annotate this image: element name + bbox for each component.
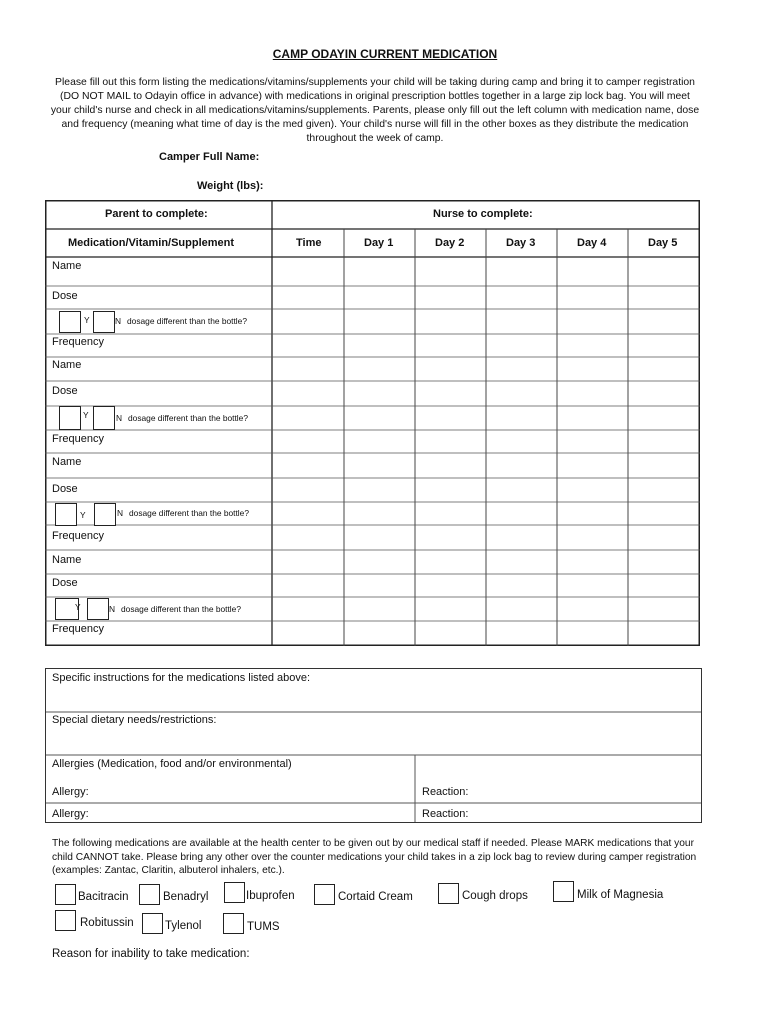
- col-day5: Day 5: [648, 237, 678, 249]
- ibuprofen-checkbox[interactable]: [224, 882, 245, 903]
- frequency-label: Frequency: [52, 433, 104, 445]
- benadryl-checkbox[interactable]: [139, 884, 160, 905]
- reaction-label-2: Reaction:: [422, 808, 469, 820]
- form-title: CAMP ODAYIN CURRENT MEDICATION: [272, 47, 498, 61]
- no-label: N: [116, 413, 123, 423]
- yes-label: Y: [84, 315, 90, 325]
- cortaid-cream-label: Cortaid Cream: [338, 891, 413, 903]
- allergy-label-2: Allergy:: [52, 808, 89, 820]
- col-day2: Day 2: [435, 237, 465, 249]
- parent-header: Parent to complete:: [105, 208, 208, 220]
- weight-label: Weight (lbs):: [197, 180, 264, 192]
- ibuprofen-label: Ibuprofen: [246, 890, 295, 902]
- name-label: Name: [52, 456, 82, 468]
- name-label: Name: [52, 359, 82, 371]
- name-label: Name: [52, 260, 82, 272]
- dosage-no-checkbox[interactable]: [87, 598, 109, 620]
- lower-grid-lines: [46, 669, 701, 822]
- cough-drops-label: Cough drops: [462, 890, 528, 902]
- nurse-header: Nurse to complete:: [433, 208, 533, 220]
- benadryl-label: Benadryl: [163, 891, 209, 903]
- milk-of-magnesia-checkbox[interactable]: [553, 881, 574, 902]
- otc-note: The following medications are available at the health center to be given out by our medical staff if needed. Please MARK medications that your child CANNOT take. Please bring any other over the counter medications your child takes in a zip lock bag to review during camper registration (examples: Zantac, Claritin, albuterol inhalers, etc.).: [52, 838, 697, 877]
- allergy-label-1: Allergy:: [52, 786, 89, 798]
- table-grid-lines: [45, 200, 700, 646]
- milk-of-magnesia-label: Milk of Magnesia: [577, 889, 664, 901]
- frequency-label: Frequency: [52, 336, 104, 348]
- dosage-no-checkbox[interactable]: [94, 503, 116, 526]
- dosage-yes-checkbox[interactable]: [59, 406, 81, 430]
- cough-drops-checkbox[interactable]: [438, 883, 459, 904]
- dosage-question: dosage different than the bottle?: [128, 413, 248, 423]
- yes-label: Y: [83, 410, 89, 420]
- col-day3: Day 3: [506, 237, 536, 249]
- bacitracin-label: Bacitracin: [78, 891, 129, 903]
- dosage-question: dosage different than the bottle?: [127, 316, 247, 326]
- dose-label: Dose: [52, 385, 78, 397]
- tums-label: TUMS: [247, 921, 280, 933]
- frequency-label: Frequency: [52, 530, 104, 542]
- dietary-label: Special dietary needs/restrictions:: [52, 714, 217, 726]
- no-label: N: [109, 604, 116, 614]
- col-day1: Day 1: [364, 237, 394, 249]
- instructions-label: Specific instructions for the medications listed above:: [52, 672, 311, 684]
- cortaid-cream-checkbox[interactable]: [314, 884, 335, 905]
- tylenol-checkbox[interactable]: [142, 913, 163, 934]
- col-day4: Day 4: [577, 237, 607, 249]
- form-intro: Please fill out this form listing the medications/vitamins/supplements your child will be taking during camp and bring it to camper registration (DO NOT MAIL to Odayin office in advance) with medications in original prescription bottles together in a large zip lock bag. You will meet your child's nurse and check in all medications/vitamins/supplements. Parents, please only fill out the left column with medication name, dose and frequency (meaning what time of day is the med given). Your child's nurse will fill in the other boxes as they distribute the medication throughout the week of camp.: [50, 77, 700, 144]
- dosage-question: dosage different than the bottle?: [129, 508, 249, 518]
- lower-section: [45, 668, 702, 823]
- col-time: Time: [296, 237, 322, 249]
- tums-checkbox[interactable]: [223, 913, 244, 934]
- bacitracin-checkbox[interactable]: [55, 884, 76, 905]
- dose-label: Dose: [52, 290, 78, 302]
- name-label: Name: [52, 554, 82, 566]
- camper-name-label: Camper Full Name:: [159, 151, 260, 163]
- yes-label: Y: [80, 510, 86, 520]
- allergies-label: Allergies (Medication, food and/or environmental): [52, 758, 292, 770]
- no-label: N: [115, 316, 122, 326]
- dosage-question: dosage different than the bottle?: [121, 604, 241, 614]
- robitussin-label: Robitussin: [80, 917, 134, 929]
- reason-label: Reason for inability to take medication:: [52, 948, 250, 960]
- no-label: N: [117, 508, 124, 518]
- reaction-label-1: Reaction:: [422, 786, 469, 798]
- frequency-label: Frequency: [52, 623, 104, 635]
- tylenol-label: Tylenol: [165, 920, 202, 932]
- dose-label: Dose: [52, 483, 78, 495]
- dosage-yes-checkbox[interactable]: [55, 503, 77, 526]
- medication-table: [45, 200, 700, 646]
- col-medication: Medication/Vitamin/Supplement: [68, 237, 235, 249]
- dosage-no-checkbox[interactable]: [93, 406, 115, 430]
- dosage-no-checkbox[interactable]: [93, 311, 115, 333]
- yes-label: Y: [75, 602, 81, 612]
- dose-label: Dose: [52, 577, 78, 589]
- dosage-yes-checkbox[interactable]: [59, 311, 81, 333]
- robitussin-checkbox[interactable]: [55, 910, 76, 931]
